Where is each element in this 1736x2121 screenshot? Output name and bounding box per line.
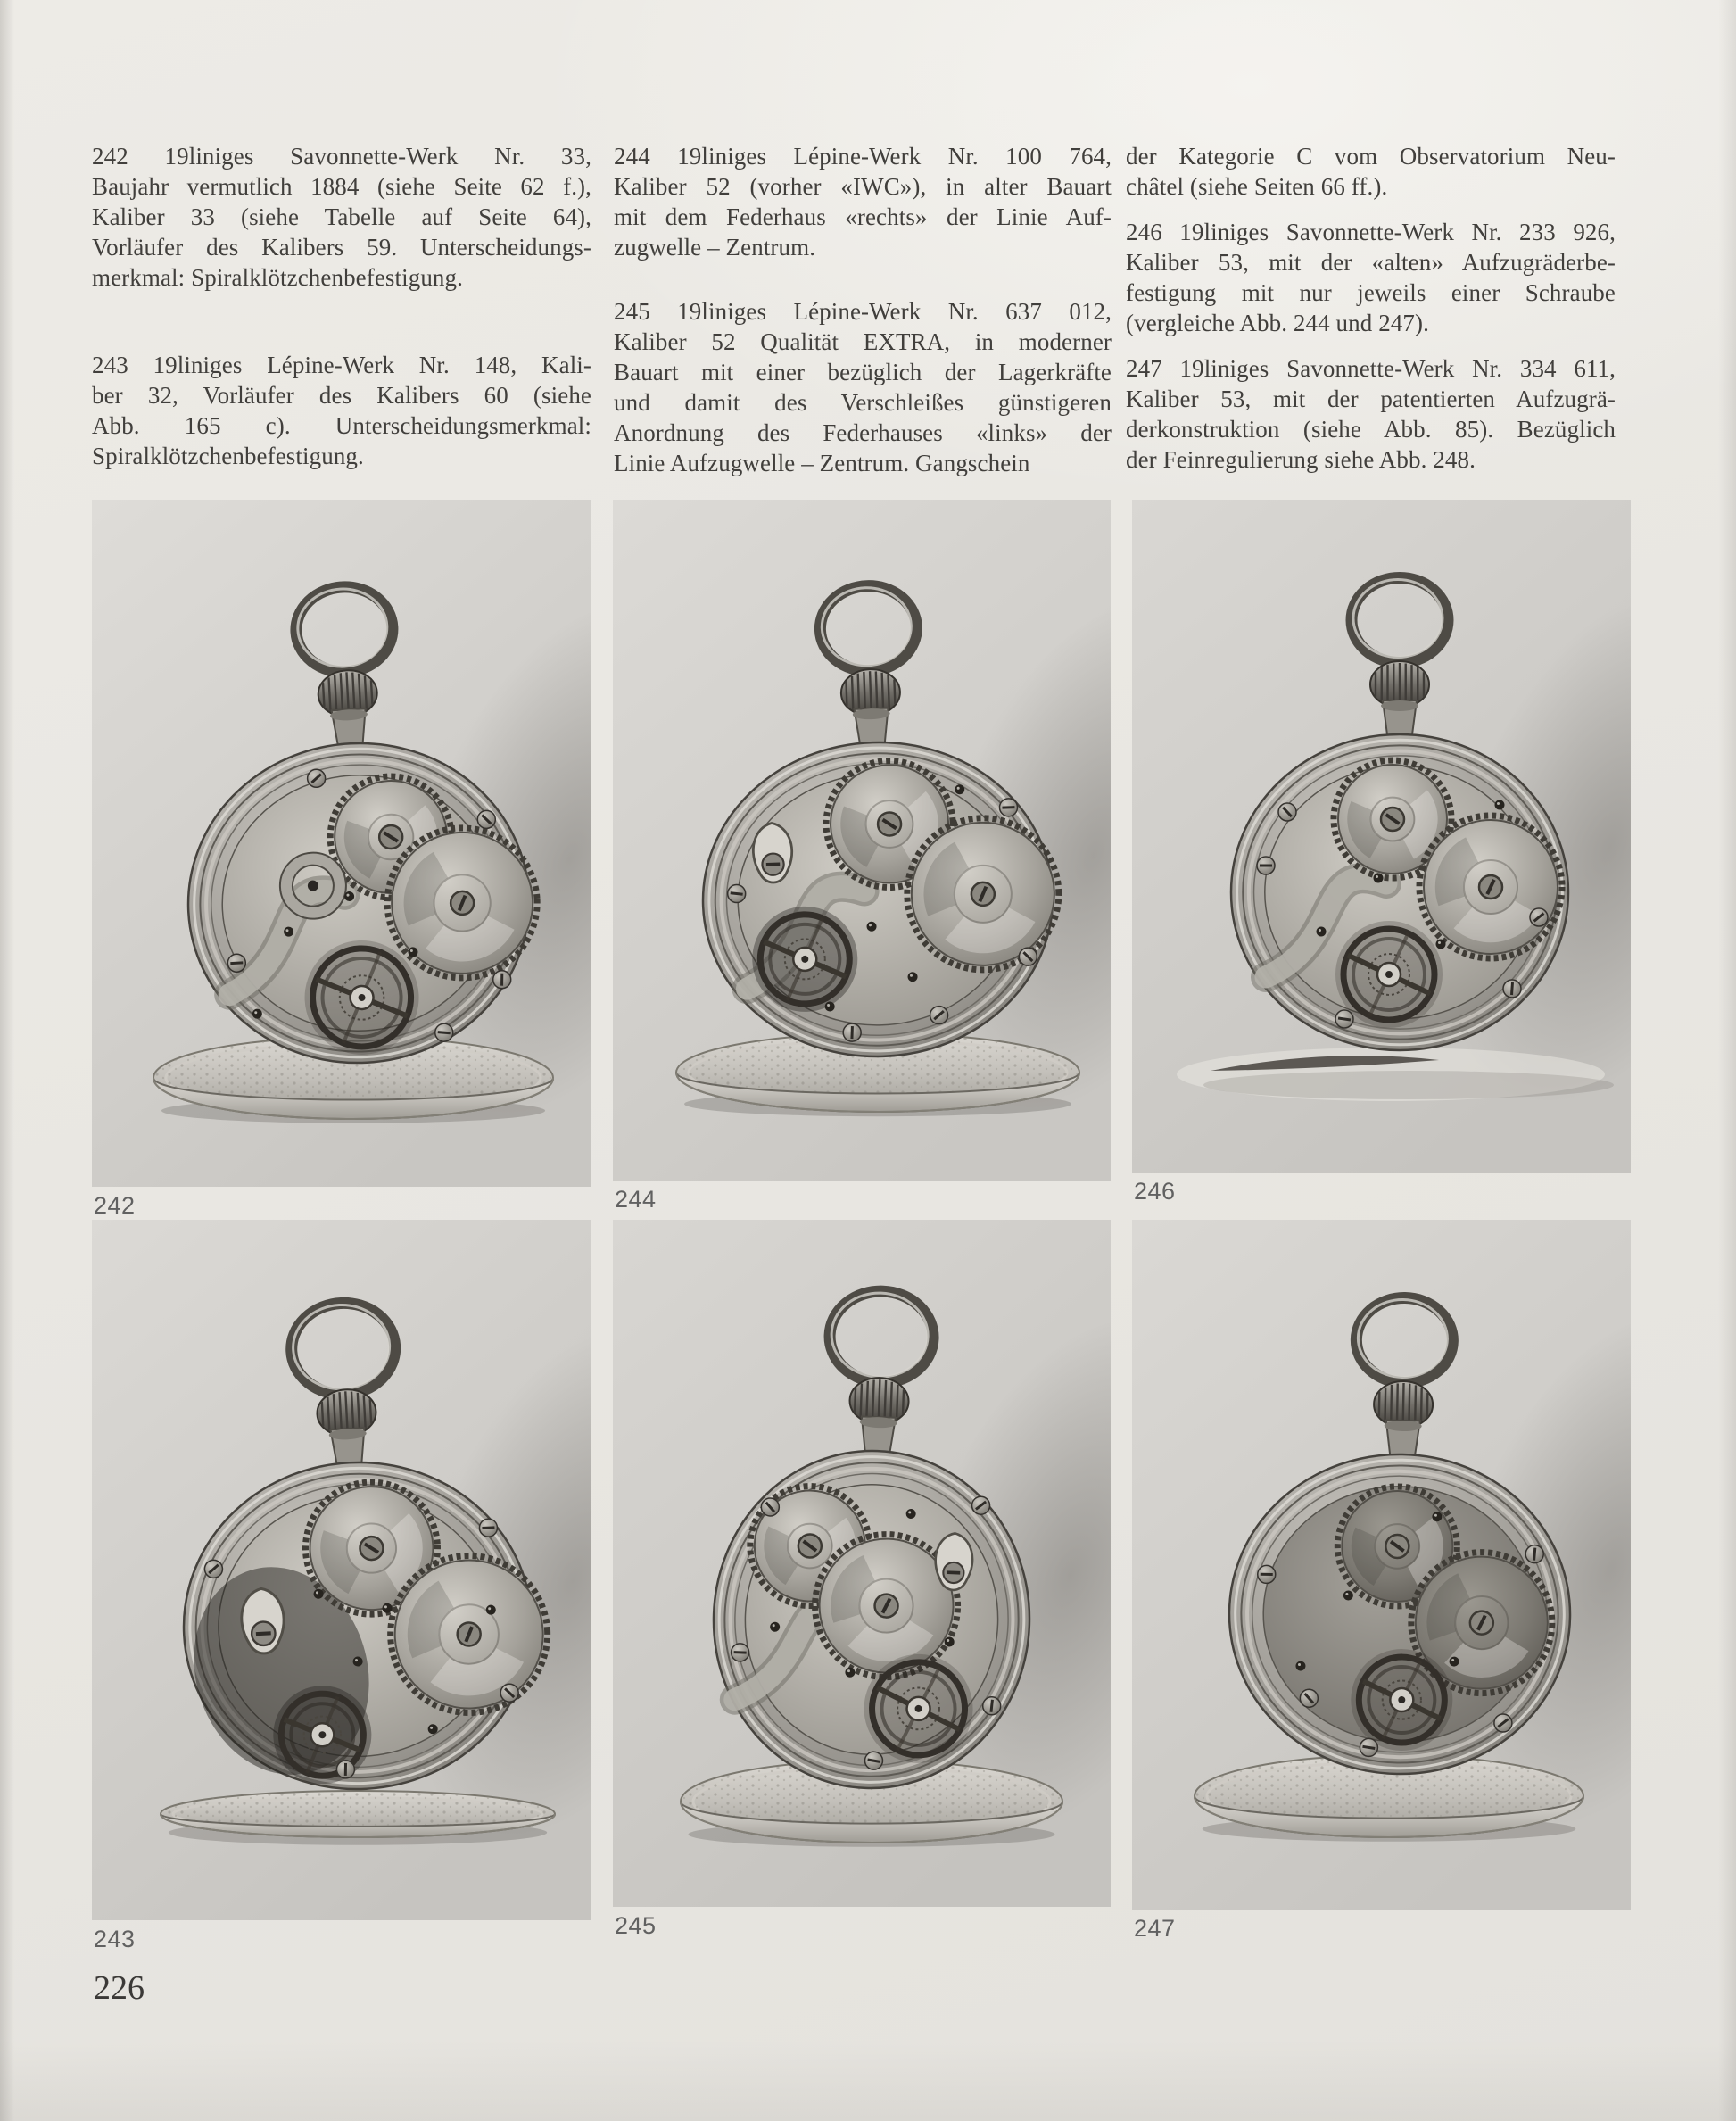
entry-245-continuation xyxy=(1126,141,1616,202)
figure-photo-242 xyxy=(92,500,591,1187)
entry-244 xyxy=(614,141,1112,262)
figure-photo-245 xyxy=(613,1220,1111,1907)
text-line: châtel (siehe Seiten 66 ff.). xyxy=(1126,173,1388,200)
text-line: 244 19liniges Lépine-Werk Nr. 100 764, xyxy=(614,143,1112,170)
entry-246 xyxy=(1126,217,1616,338)
pocket-watch-movement-photo xyxy=(613,1220,1111,1907)
figure-photo-247 xyxy=(1132,1220,1631,1910)
page-number: 226 xyxy=(94,1969,145,2007)
figure-photo-244 xyxy=(613,500,1111,1181)
text-line: 243 19liniges Lépine-Werk Nr. 148, Kali- xyxy=(92,352,591,378)
text-line: Vorläufer des Kalibers 59. Unterscheidungs- xyxy=(92,234,591,261)
figure-photo-243 xyxy=(92,1220,591,1920)
entry-243 xyxy=(92,350,591,471)
text-line: Bauart mit einer bezüglich der Lagerkräfte xyxy=(614,359,1112,385)
text-column-3 xyxy=(1126,141,1616,475)
figure-label: 242 xyxy=(94,1192,136,1219)
text-line: Kaliber 53, mit der «alten» Aufzugräderbe- xyxy=(1126,249,1616,276)
text-line: 246 19liniges Savonnette-Werk Nr. 233 926, xyxy=(1126,219,1616,245)
pocket-watch-movement-photo xyxy=(92,1220,591,1920)
figure-label: 246 xyxy=(1134,1178,1176,1205)
text-line: Kaliber 52 (vorher «IWC»), in alter Bauart xyxy=(614,173,1112,200)
text-line: Kaliber 33 (siehe Tabelle auf Seite 64), xyxy=(92,203,591,230)
figure-label: 243 xyxy=(94,1926,136,1952)
text-line: derkonstruktion (siehe Abb. 85). Bezüglich xyxy=(1126,416,1616,443)
pocket-watch-movement-photo xyxy=(613,500,1111,1181)
figure-label: 245 xyxy=(615,1912,657,1939)
pocket-watch-movement-photo xyxy=(92,500,591,1187)
text-line: der Kategorie C vom Observatorium Neu- xyxy=(1126,143,1616,170)
text-line: Linie Aufzugwelle – Zentrum. Gangschein xyxy=(614,450,1030,476)
text-line: 247 19liniges Savonnette-Werk Nr. 334 611, xyxy=(1126,355,1616,382)
text-line: Spiralklötzchenbefestigung. xyxy=(92,443,364,469)
text-line: mit dem Federhaus «rechts» der Linie Auf- xyxy=(614,203,1112,230)
text-line: Abb. 165 c). Unterscheidungsmerkmal: xyxy=(92,412,591,439)
text-line: der Feinregulierung siehe Abb. 248. xyxy=(1126,446,1476,473)
text-line: festigung mit nur jeweils einer Schraube xyxy=(1126,279,1616,306)
entry-245 xyxy=(614,296,1112,478)
entry-242 xyxy=(92,141,591,293)
pocket-watch-movement-photo xyxy=(1132,1220,1631,1910)
text-line: merkmal: Spiralklötzchenbefestigung. xyxy=(92,264,463,291)
text-line: (vergleiche Abb. 244 und 247). xyxy=(1126,310,1429,336)
text-column-1 xyxy=(92,141,591,471)
text-line: Anordnung des Federhauses «links» der xyxy=(614,419,1112,446)
figure-label: 247 xyxy=(1134,1915,1176,1942)
figure-label: 244 xyxy=(615,1186,657,1213)
figure-photo-246 xyxy=(1132,500,1631,1173)
text-line: 242 19liniges Savonnette-Werk Nr. 33, xyxy=(92,143,591,170)
text-line: und damit des Verschleißes günstigeren xyxy=(614,389,1112,416)
entry-247 xyxy=(1126,353,1616,475)
text-line: zugwelle – Zentrum. xyxy=(614,234,816,261)
text-line: ber 32, Vorläufer des Kalibers 60 (siehe xyxy=(92,382,591,409)
text-line: Baujahr vermutlich 1884 (siehe Seite 62 f.), xyxy=(92,173,591,200)
text-line: Kaliber 53, mit der patentierten Aufzugrä- xyxy=(1126,385,1616,412)
text-line: 245 19liniges Lépine-Werk Nr. 637 012, xyxy=(614,298,1112,325)
text-line: Kaliber 52 Qualität EXTRA, in moderner xyxy=(614,328,1112,355)
text-column-2 xyxy=(614,141,1112,478)
pocket-watch-movement-photo xyxy=(1132,500,1631,1173)
